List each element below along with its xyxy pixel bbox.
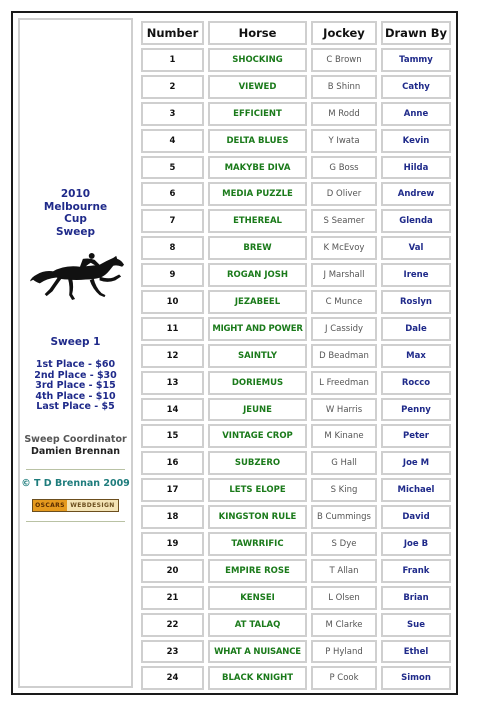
cell-horse: ROGAN JOSH [208,263,307,287]
cell-horse: DELTA BLUES [208,129,307,153]
cell-jockey: D Oliver [311,182,377,206]
column-header-drawn-by: Drawn By [381,21,451,45]
cell-drawn-by: Penny [381,398,451,422]
divider [26,469,125,470]
cell-number: 6 [141,182,204,206]
sweep-number-label: Sweep 1 [50,336,101,348]
table-row [141,451,451,475]
sidebar-panel [18,18,133,688]
cell-number: 22 [141,613,204,637]
table-row [141,398,451,422]
cell-drawn-by: Frank [381,559,451,583]
cell-jockey: M Rodd [311,102,377,126]
cell-jockey: J Marshall [311,263,377,287]
webdesign-badge-link[interactable] [32,499,119,512]
cell-drawn-by: Irene [381,263,451,287]
table-row [141,586,451,610]
cell-drawn-by: Brian [381,586,451,610]
cell-horse: VINTAGE CROP [208,424,307,448]
table-row [141,505,451,529]
cell-drawn-by: Michael [381,478,451,502]
cell-horse: JEZABEEL [208,290,307,314]
cell-number: 8 [141,236,204,260]
table-row [141,209,451,233]
cell-number: 1 [141,48,204,72]
cell-drawn-by: Max [381,344,451,368]
cell-drawn-by: Rocco [381,371,451,395]
sweep-draw-table [137,18,455,693]
cell-horse: SAINTLY [208,344,307,368]
cell-number: 4 [141,129,204,153]
cell-horse: SUBZERO [208,451,307,475]
sweep-page-frame [11,11,458,695]
cell-drawn-by: Anne [381,102,451,126]
coordinator-label: Sweep Coordinator [24,434,127,445]
cell-jockey: L Freedman [311,371,377,395]
cell-number: 21 [141,586,204,610]
badge-left-text: OSCARS [33,500,67,511]
cell-jockey: S King [311,478,377,502]
table-row [141,666,451,690]
cell-number: 2 [141,75,204,99]
cell-number: 18 [141,505,204,529]
sweep-title-line: Melbourne [43,200,108,213]
cell-drawn-by: Dale [381,317,451,341]
cell-drawn-by: Kevin [381,129,451,153]
prize-item: 3rd Place - $15 [35,380,116,392]
cell-number: 20 [141,559,204,583]
table-row [141,424,451,448]
cell-drawn-by: Joe M [381,451,451,475]
cell-number: 16 [141,451,204,475]
cell-number: 12 [141,344,204,368]
copyright-text: © T D Brennan 2009 [21,478,130,489]
coordinator-name: Damien Brennan [30,446,121,457]
cell-horse: AT TALAQ [208,613,307,637]
cell-jockey: M Kinane [311,424,377,448]
table-row [141,478,451,502]
cell-jockey: P Cook [311,666,377,690]
cell-number: 14 [141,398,204,422]
cell-horse: TAWRRIFIC [208,532,307,556]
cell-jockey: L Olsen [311,586,377,610]
prize-item: 1st Place - $60 [35,359,116,370]
cell-number: 3 [141,102,204,126]
table-row [141,102,451,126]
cell-drawn-by: Peter [381,424,451,448]
cell-horse: VIEWED [208,75,307,99]
cell-horse: JEUNE [208,398,307,422]
cell-jockey: B Shinn [311,75,377,99]
cell-jockey: G Boss [311,156,377,180]
cell-jockey: B Cummings [311,505,377,529]
cell-jockey: W Harris [311,398,377,422]
table-row [141,182,451,206]
table-row [141,559,451,583]
cell-drawn-by: David [381,505,451,529]
badge-right-text: WEBDESIGN [67,500,118,511]
cell-jockey: D Beadman [311,344,377,368]
cell-jockey: M Clarke [311,613,377,637]
cell-drawn-by: Val [381,236,451,260]
cell-number: 10 [141,290,204,314]
divider [26,521,125,522]
racehorse-jockey-silhouette-icon [29,250,127,304]
table-row [141,317,451,341]
table-row [141,371,451,395]
cell-number: 17 [141,478,204,502]
sweep-title-line: Cup [64,213,87,225]
table-row [141,263,451,287]
cell-horse: MAKYBE DIVA [208,156,307,180]
table-row [141,640,451,664]
table-body [141,48,451,690]
cell-horse: KINGSTON RULE [208,505,307,529]
cell-horse: BREW [208,236,307,260]
cell-number: 13 [141,371,204,395]
cell-number: 15 [141,424,204,448]
cell-horse: EFFICIENT [208,102,307,126]
cell-drawn-by: Simon [381,666,451,690]
prize-item: 2nd Place - $30 [34,369,117,381]
table-row [141,48,451,72]
table-row [141,236,451,260]
cell-jockey: S Seamer [311,209,377,233]
table-row [141,129,451,153]
cell-horse: BLACK KNIGHT [208,666,307,690]
table-row [141,290,451,314]
column-header-horse: Horse [208,21,307,45]
cell-jockey: S Dye [311,532,377,556]
cell-drawn-by: Glenda [381,209,451,233]
prize-item: 4th Place - $10 [35,390,116,402]
cell-jockey: C Brown [311,48,377,72]
cell-horse: MEDIA PUZZLE [208,182,307,206]
table-row [141,344,451,368]
cell-horse: WHAT A NUISANCE [208,640,307,664]
cell-jockey: K McEvoy [311,236,377,260]
prize-list [20,360,131,413]
table-row [141,532,451,556]
cell-number: 9 [141,263,204,287]
cell-horse: MIGHT AND POWER [208,317,307,341]
cell-number: 24 [141,666,204,690]
sweep-title-line: 2010 [60,188,91,200]
cell-number: 19 [141,532,204,556]
column-header-jockey: Jockey [311,21,377,45]
cell-number: 7 [141,209,204,233]
cell-drawn-by: Andrew [381,182,451,206]
cell-drawn-by: Hilda [381,156,451,180]
cell-drawn-by: Joe B [381,532,451,556]
cell-horse: SHOCKING [208,48,307,72]
cell-drawn-by: Ethel [381,640,451,664]
column-header-number: Number [141,21,204,45]
cell-jockey: G Hall [311,451,377,475]
cell-horse: DORIEMUS [208,371,307,395]
cell-drawn-by: Sue [381,613,451,637]
cell-jockey: T Allan [311,559,377,583]
cell-horse: ETHEREAL [208,209,307,233]
cell-jockey: P Hyland [311,640,377,664]
cell-drawn-by: Roslyn [381,290,451,314]
table-row [141,613,451,637]
cell-jockey: Y Iwata [311,129,377,153]
prize-item: Last Place - $5 [36,401,115,413]
sweep-title-line: Sweep [55,225,96,238]
cell-drawn-by: Tammy [381,48,451,72]
cell-number: 23 [141,640,204,664]
sweep-title [20,188,131,238]
cell-number: 5 [141,156,204,180]
table-row [141,156,451,180]
cell-number: 11 [141,317,204,341]
cell-horse: KENSEI [208,586,307,610]
table-row [141,75,451,99]
cell-drawn-by: Cathy [381,75,451,99]
cell-jockey: J Cassidy [311,317,377,341]
cell-jockey: C Munce [311,290,377,314]
cell-horse: LETS ELOPE [208,478,307,502]
table-header-row [141,21,451,45]
cell-horse: EMPIRE ROSE [208,559,307,583]
